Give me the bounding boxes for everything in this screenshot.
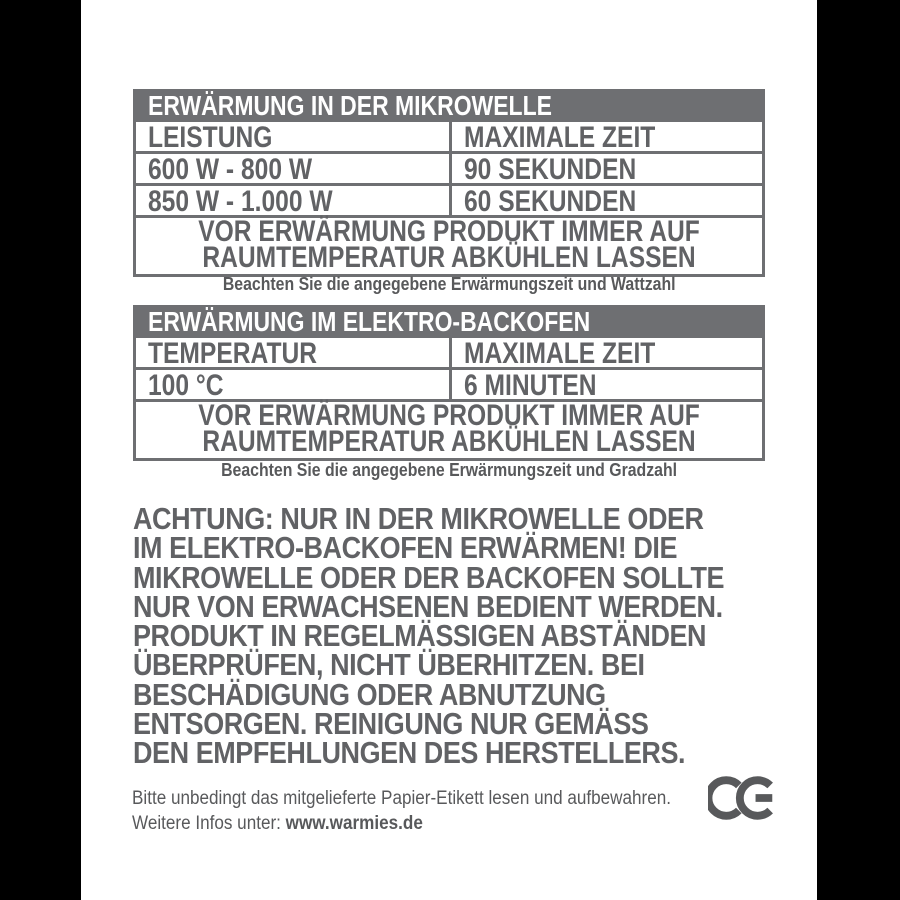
letterbox-right-bar [817,0,900,900]
temperatur-header-text: TEMPERATUR [148,337,318,370]
max-time-text: 60 SEKUNDEN [464,185,637,218]
microwave-caption-text: Beachten Sie die angegebene Erwärmungszeit und Wattzahl [222,274,676,294]
microwave-table-caption [133,274,765,294]
cooldown-note-line1: VOR ERWÄRMUNG PRODUKT IMMER AUF [198,399,700,432]
leistung-header-text: LEISTUNG [148,121,273,154]
ce-mark-icon [708,775,778,821]
oven-header-row [136,335,762,370]
footer-line2-prefix: Weitere Infos unter: [132,813,286,834]
temperature-cell [136,369,449,402]
footer-website-url: www.warmies.de [285,813,423,834]
oven-table-caption [133,460,765,480]
maximale-zeit-header-cell [449,337,762,370]
table-row [136,367,762,402]
maximale-zeit-header-cell [449,121,762,154]
oven-table-title [136,308,762,335]
max-time-text: 6 MINUTEN [464,369,597,402]
letterbox-left-bar [0,0,81,900]
footer-note [132,786,731,836]
microwave-table-title-text: ERWÄRMUNG IN DER MIKROWELLE [148,90,552,121]
temperature-text: 100 °C [148,369,224,402]
max-time-cell [449,153,762,186]
achtung-warning-text: ACHTUNG: NUR IN DER MIKROWELLE ODER IM ELEKTRO-BACKOFEN ERWÄRMEN! DIE MIKROWELLE ODER DER BACKOFEN SOLLTE NUR VON ERWACHSENEN BEDIENT WERDEN. PRODUKT IN REGELMÄSSIGEN ABSTÄNDEN ÜBERPRÜFEN, NICHT ÜBERHITZEN. BEI BESCHÄDIGUNG ODER ABNUTZUNG ENTSORGEN. REINIGUNG NUR GEMÄSS DEN EMPFEHLUNGEN DES HERSTELLERS. [133,501,725,771]
microwave-header-row [136,119,762,154]
table-row [136,183,762,218]
oven-table-title-text: ERWÄRMUNG IM ELEKTRO-BACKOFEN [148,306,591,337]
table-row [136,151,762,186]
leistung-header-cell [136,121,449,154]
power-range-cell [136,153,449,186]
maximale-zeit-header-text: MAXIMALE ZEIT [464,337,656,370]
max-time-text: 90 SEKUNDEN [464,153,637,186]
temperatur-header-cell [136,337,449,370]
power-range-text: 850 W - 1.000 W [148,185,333,218]
cooldown-note-line2: RAUMTEMPERATUR ABKÜHLEN LASSEN [202,425,696,458]
oven-heating-table [133,305,765,461]
footer-line1: Bitte unbedingt das mitgelieferte Papier-Etikett lesen und aufbewahren. [132,788,671,809]
cooldown-note-row [136,399,762,458]
cooldown-note-line2: RAUMTEMPERATUR ABKÜHLEN LASSEN [202,241,696,274]
max-time-cell [449,185,762,218]
power-range-text: 600 W - 800 W [148,153,313,186]
max-time-cell [449,369,762,402]
cooldown-note-row [136,215,762,274]
cooldown-note-line1: VOR ERWÄRMUNG PRODUKT IMMER AUF [198,215,700,248]
microwave-heating-table [133,89,765,277]
footer-line2 [132,811,671,836]
oven-caption-text: Beachten Sie die angegebene Erwärmungszeit und Gradzahl [221,460,677,480]
microwave-table-title [136,92,762,119]
maximale-zeit-header-text: MAXIMALE ZEIT [464,121,656,154]
power-range-cell [136,185,449,218]
